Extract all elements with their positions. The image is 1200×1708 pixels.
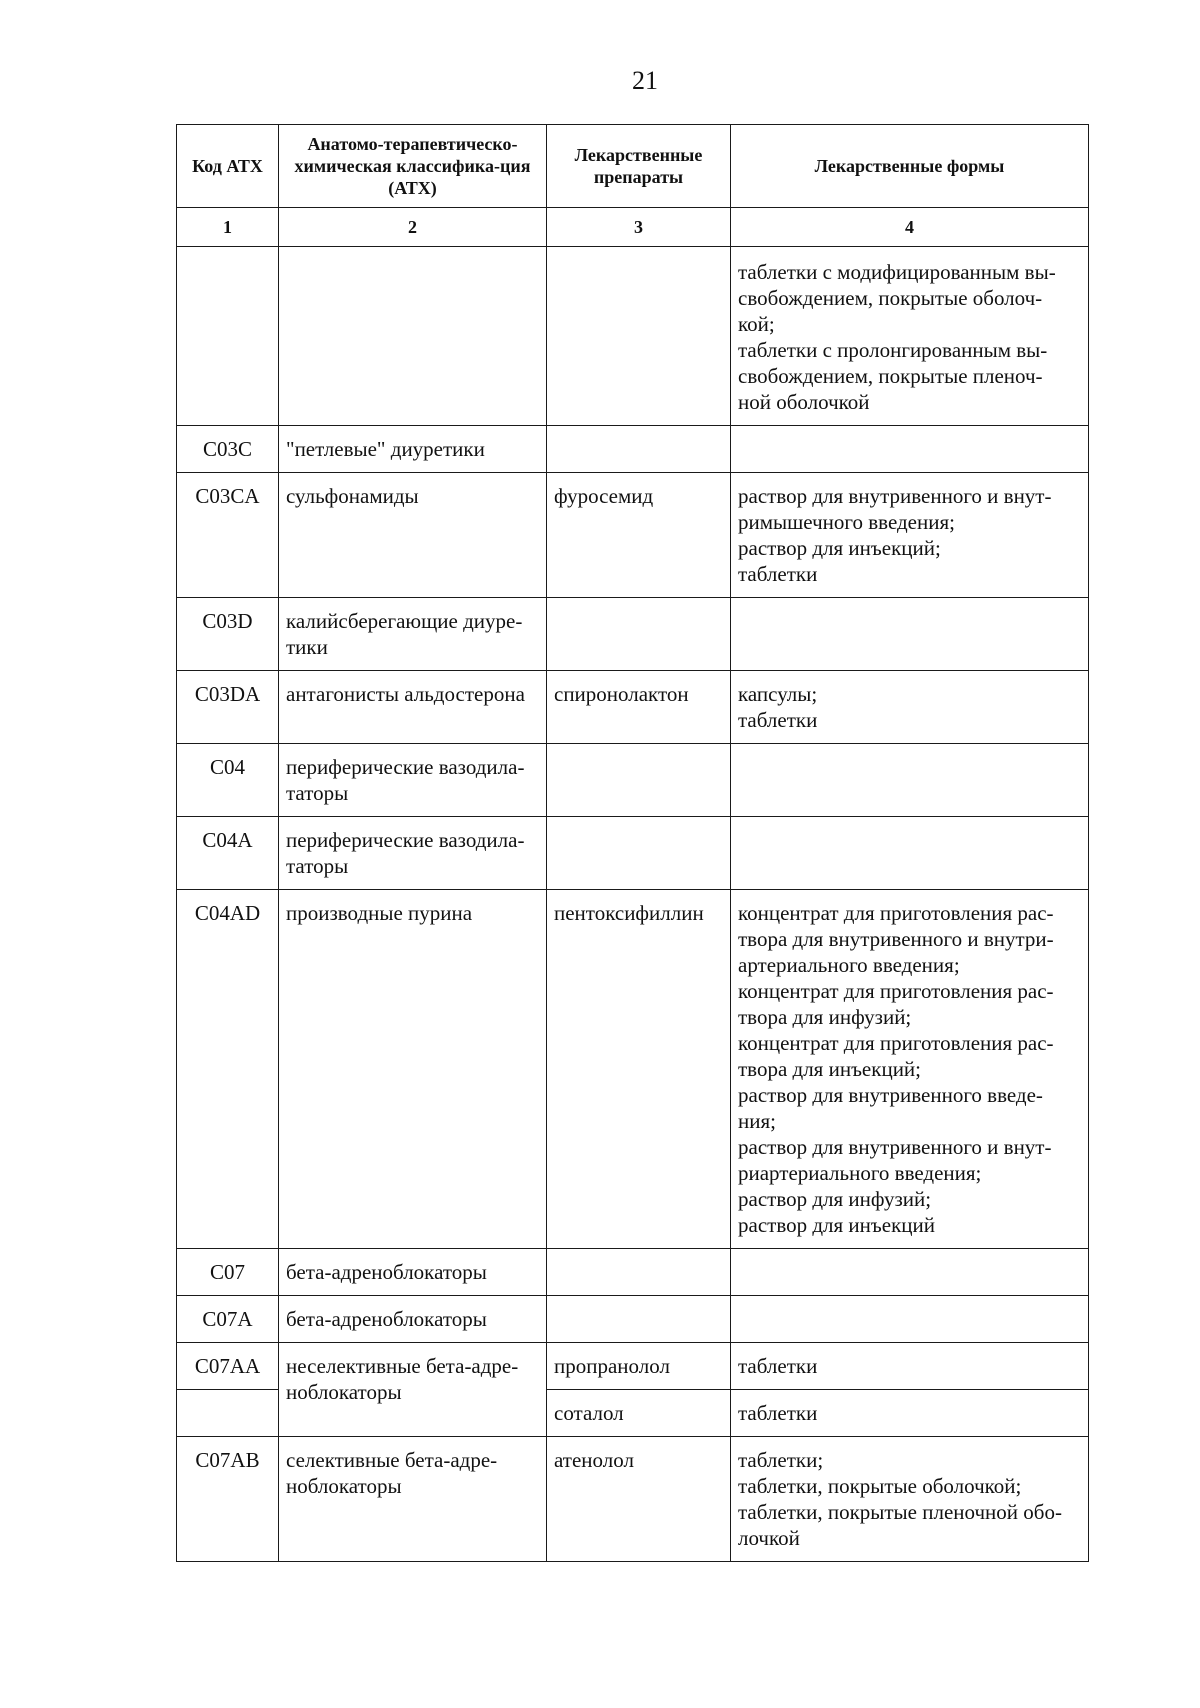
drug-cell: спиронолактон xyxy=(547,671,731,744)
forms-cell xyxy=(731,817,1089,890)
column-number: 3 xyxy=(547,208,731,247)
table-row xyxy=(177,1343,1089,1390)
atc-code-cell xyxy=(177,1390,279,1437)
atc-code-cell xyxy=(177,247,279,426)
drug-cell: атенолол xyxy=(547,1437,731,1562)
header-classification: Анатомо-терапевтическо-химическая классифика-ция (АТХ) xyxy=(279,125,547,208)
table-row xyxy=(177,247,1089,426)
forms-cell xyxy=(731,1296,1089,1343)
forms-cell xyxy=(731,744,1089,817)
table-row xyxy=(177,817,1089,890)
table-row xyxy=(177,890,1089,1249)
classification-cell: бета-адреноблокаторы xyxy=(279,1249,547,1296)
drug-cell xyxy=(547,247,731,426)
header-row xyxy=(177,125,1089,208)
drug-cell: пентоксифиллин xyxy=(547,890,731,1249)
drug-cell: пропранолол xyxy=(547,1343,731,1390)
drug-cell xyxy=(547,1249,731,1296)
table-row xyxy=(177,744,1089,817)
atc-code-cell: C07A xyxy=(177,1296,279,1343)
header-code: Код АТХ xyxy=(177,125,279,208)
classification-cell: сульфонамиды xyxy=(279,473,547,598)
header-forms: Лекарственные формы xyxy=(731,125,1089,208)
atc-code-cell: C03DA xyxy=(177,671,279,744)
drug-cell xyxy=(547,1296,731,1343)
classification-cell: селективные бета-адре- ноблокаторы xyxy=(279,1437,547,1562)
forms-cell: таблетки; таблетки, покрытые оболочкой; таблетки, покрытые пленочной обо- лочкой xyxy=(731,1437,1089,1562)
forms-cell xyxy=(731,598,1089,671)
column-number: 4 xyxy=(731,208,1089,247)
atc-code-cell: C07 xyxy=(177,1249,279,1296)
drug-cell xyxy=(547,426,731,473)
classification-cell: неселективные бета-адре- ноблокаторы xyxy=(279,1343,547,1437)
classification-cell: "петлевые" диуретики xyxy=(279,426,547,473)
forms-cell xyxy=(731,426,1089,473)
forms-cell: таблетки xyxy=(731,1343,1089,1390)
atc-code-cell: C04AD xyxy=(177,890,279,1249)
drug-cell xyxy=(547,817,731,890)
classification-cell xyxy=(279,247,547,426)
atc-code-cell: C03C xyxy=(177,426,279,473)
forms-cell: раствор для внутривенного и внут- римышечного введения; раствор для инъекций; таблетки xyxy=(731,473,1089,598)
forms-cell: капсулы; таблетки xyxy=(731,671,1089,744)
table-row xyxy=(177,1249,1089,1296)
atc-code-cell: C04 xyxy=(177,744,279,817)
table-row xyxy=(177,473,1089,598)
table-row xyxy=(177,598,1089,671)
classification-cell: бета-адреноблокаторы xyxy=(279,1296,547,1343)
forms-cell xyxy=(731,1249,1089,1296)
classification-cell: калийсберегающие диуре- тики xyxy=(279,598,547,671)
classification-cell: антагонисты альдостерона xyxy=(279,671,547,744)
atc-table xyxy=(176,124,1089,1562)
column-number-row xyxy=(177,208,1089,247)
column-number: 2 xyxy=(279,208,547,247)
table-row xyxy=(177,671,1089,744)
column-number: 1 xyxy=(177,208,279,247)
drug-cell xyxy=(547,598,731,671)
drug-cell: фуросемид xyxy=(547,473,731,598)
drug-cell xyxy=(547,744,731,817)
classification-cell: периферические вазодила- таторы xyxy=(279,744,547,817)
table-row xyxy=(177,426,1089,473)
forms-cell: таблетки xyxy=(731,1390,1089,1437)
atc-code-cell: C03CA xyxy=(177,473,279,598)
table-row xyxy=(177,1437,1089,1562)
drug-cell: соталол xyxy=(547,1390,731,1437)
classification-cell: производные пурина xyxy=(279,890,547,1249)
atc-code-cell: C07AB xyxy=(177,1437,279,1562)
forms-cell: концентрат для приготовления рас- твора для внутривенного и внутри- артериального введения; концентрат для приготовления рас- твора для инфузий; концентрат для приготовления рас- твора для инъекций; раствор для внутривенного введе- ния; раствор для внутривенного и внут- риартериального введения; раствор для инфузий; раствор для инъекций xyxy=(731,890,1089,1249)
header-drugs: Лекарственные препараты xyxy=(547,125,731,208)
atc-code-cell: C04A xyxy=(177,817,279,890)
table-row xyxy=(177,1296,1089,1343)
atc-code-cell: C07AA xyxy=(177,1343,279,1390)
classification-cell: периферические вазодила- таторы xyxy=(279,817,547,890)
forms-cell: таблетки с модифицированным вы- свобождением, покрытые оболоч- кой; таблетки с пролонгированным вы- свобождением, покрытые пленоч- ной оболочкой xyxy=(731,247,1089,426)
atc-code-cell: C03D xyxy=(177,598,279,671)
page-number: 21 xyxy=(632,66,658,95)
